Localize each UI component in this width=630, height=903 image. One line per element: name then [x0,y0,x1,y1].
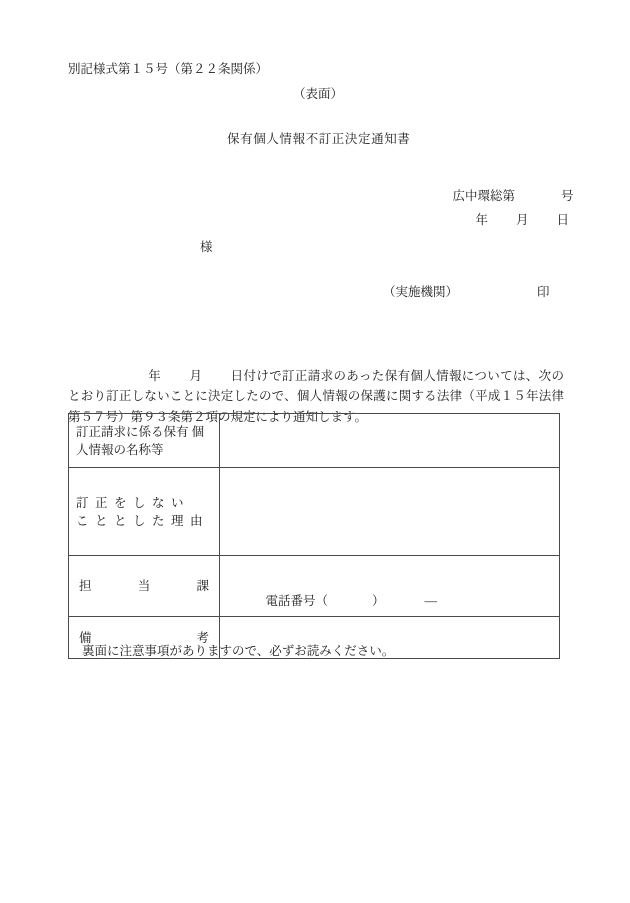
addressee-honorific: 様 [200,240,213,254]
notification-table [68,413,560,659]
body-date-year: 年 [147,368,162,383]
row-label-department-char-2: 当 [137,579,151,593]
department-number-suffix: 号 [561,188,574,203]
department-number-prefix: 広中環総第 [452,188,516,203]
telephone-dash: ― [424,594,438,608]
row-label-reason [69,468,220,556]
row-value-reason[interactable] [220,468,560,556]
row-label-record-name: 訂正請求に係る保有 個人情報の名称等 [69,414,220,468]
table-row [69,556,560,617]
row-label-department-char-3: 課 [196,579,209,593]
row-label-department [69,556,220,617]
issue-date-year: 年 [475,212,489,227]
issuing-agency: （実施機関） [383,285,459,299]
seal-mark: 印 [537,285,550,299]
issue-date-month: 月 [516,212,529,227]
document-title: 保有個人情報不訂正決定通知書 [227,132,411,146]
row-value-department[interactable] [220,556,560,617]
row-value-record-name[interactable] [220,414,560,468]
body-date-month: 月 [189,368,203,383]
body-text: 日付けで訂正請求のあった保有個人情報については、次のとおり訂正しないことに決定したので、個人情報の保護に関する法律（平成１５年法律第５７号）第９３条第２項の規定により通知します。 [68,368,564,424]
issue-date-day: 日 [556,212,570,227]
row-label-remarks-char-2: 考 [196,630,209,645]
row-label-reason-line2: こととした理由 [76,513,210,528]
telephone-label: 電話番号（ [265,594,329,608]
issue-date-line [463,201,569,239]
row-label-remarks-char-1: 備 [79,630,92,645]
telephone-field[interactable] [228,576,551,624]
table-row [69,468,560,556]
footer-note: 裏面に注意事項がありますので、必ずお読みください。 [82,644,395,658]
form-number: 別記様式第１５号（第２２条関係） [68,62,269,76]
row-label-department-char-1: 担 [79,579,92,593]
page-side-label: （表面） [293,87,344,101]
row-label-reason-line1: 訂正をしない [76,495,191,510]
table-row [69,414,560,468]
telephone-paren-close: ） [372,594,385,608]
